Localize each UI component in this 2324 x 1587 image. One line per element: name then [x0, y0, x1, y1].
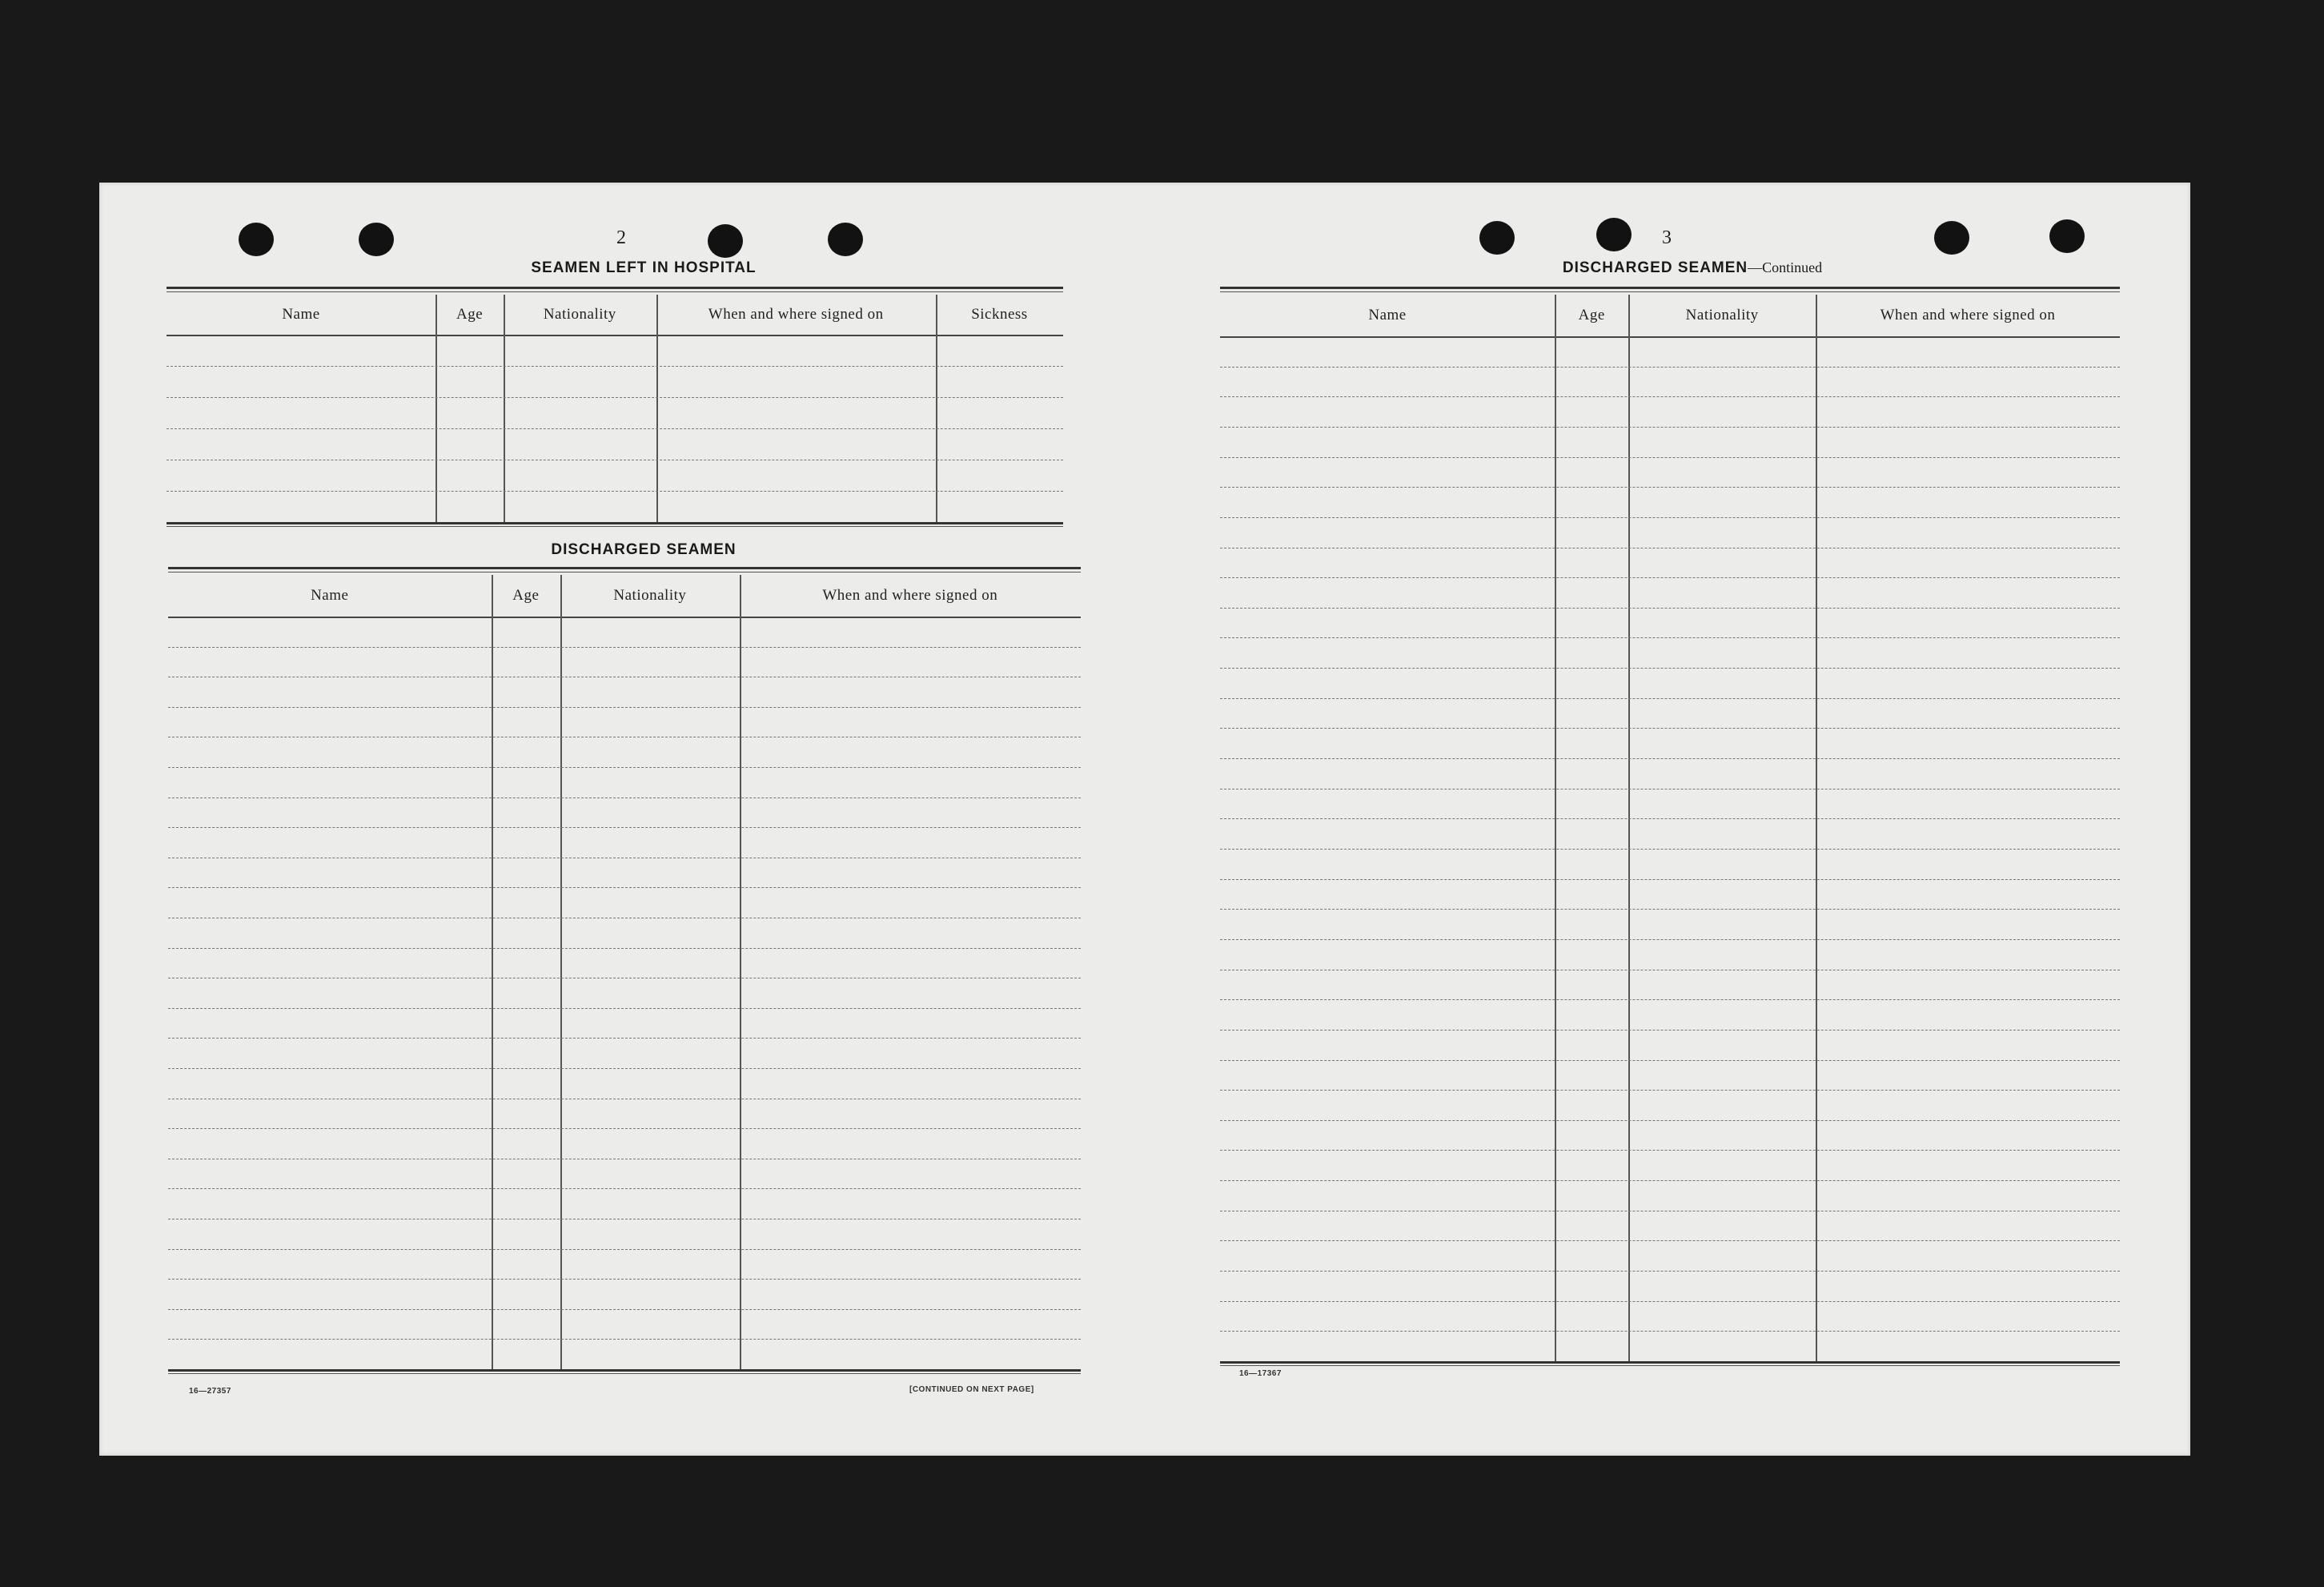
- table-row: [168, 1279, 1081, 1280]
- punch-hole: [1934, 221, 1969, 255]
- table-row: [1220, 1060, 2120, 1061]
- table-header-underline: [168, 617, 1081, 618]
- table-row: [1220, 668, 2120, 669]
- column-header-nationality: Nationality: [613, 587, 687, 604]
- right-form-number: 16—17367: [1239, 1369, 1282, 1378]
- table-row: [168, 647, 1081, 648]
- table-row: [168, 1249, 1081, 1250]
- table-row: [168, 1339, 1081, 1340]
- table-row: [1220, 698, 2120, 699]
- table-bottom-rule: [1220, 1361, 2120, 1364]
- discharged-continued-title: [1492, 259, 1893, 277]
- table-bottom-rule: [167, 522, 1063, 524]
- column-header-age: Age: [456, 306, 484, 323]
- punch-hole: [359, 223, 394, 256]
- table-row: [168, 767, 1081, 768]
- column-separator: [1816, 295, 1817, 1361]
- table-row: [168, 948, 1081, 949]
- table-row: [1220, 487, 2120, 488]
- left-page-number: 2: [616, 227, 626, 248]
- table-row: [1220, 999, 2120, 1000]
- table-row: [1220, 1301, 2120, 1302]
- table-top-rule: [167, 287, 1063, 289]
- column-separator: [435, 295, 437, 522]
- table-row: [168, 1309, 1081, 1310]
- column-separator: [492, 575, 493, 1369]
- table-top-rule: [168, 567, 1081, 569]
- hospital-section-title: SEAMEN LEFT IN HOSPITAL: [531, 259, 757, 276]
- column-header-name: Name: [282, 306, 320, 323]
- punch-hole: [1596, 218, 1632, 251]
- column-header-age: Age: [1578, 307, 1605, 323]
- table-row: [1220, 758, 2120, 759]
- table-row: [1220, 517, 2120, 518]
- table-row: [1220, 909, 2120, 910]
- table-row: [1220, 879, 2120, 880]
- table-bottom-rule-thin: [1220, 1365, 2120, 1366]
- discharged-table: [168, 567, 1081, 1374]
- document-sheet: [99, 183, 2190, 1456]
- table-header-underline: [1220, 336, 2120, 338]
- table-row: [168, 1188, 1081, 1189]
- column-header-nationality: Nationality: [543, 306, 616, 323]
- punch-hole: [239, 223, 274, 256]
- table-row: [1220, 1120, 2120, 1121]
- table-row: [168, 827, 1081, 828]
- table-row: [167, 491, 1063, 492]
- table-top-rule-thin: [1220, 291, 2120, 292]
- column-separator: [1555, 295, 1556, 1361]
- table-row: [1220, 728, 2120, 729]
- punch-hole: [2049, 219, 2085, 253]
- column-separator: [740, 575, 741, 1369]
- table-row: [1220, 1240, 2120, 1241]
- table-row: [1220, 849, 2120, 850]
- column-header-name: Name: [311, 587, 349, 604]
- column-separator: [936, 295, 937, 522]
- table-row: [1220, 577, 2120, 578]
- table-row: [168, 1128, 1081, 1129]
- column-header-name: Name: [1368, 307, 1407, 323]
- punch-hole: [708, 224, 743, 258]
- column-separator: [656, 295, 658, 522]
- hospital-table: [167, 287, 1063, 527]
- column-separator: [504, 295, 505, 522]
- table-row: [1220, 1090, 2120, 1091]
- punch-hole: [1479, 221, 1515, 255]
- column-header-when-and-where-signed-on: When and where signed on: [708, 306, 884, 323]
- column-separator: [560, 575, 562, 1369]
- table-row: [1220, 427, 2120, 428]
- table-row: [1220, 637, 2120, 638]
- discharged-continued-table: [1220, 287, 2120, 1366]
- column-header-when-and-where-signed-on: When and where signed on: [1880, 307, 2056, 323]
- table-row: [1220, 818, 2120, 819]
- table-top-rule: [1220, 287, 2120, 289]
- table-header-row: [167, 295, 1063, 335]
- table-row: [168, 887, 1081, 888]
- column-header-nationality: Nationality: [1685, 307, 1759, 323]
- table-top-rule-thin: [168, 572, 1081, 573]
- table-row: [1220, 1331, 2120, 1332]
- column-header-age: Age: [512, 587, 540, 604]
- table-row: [1220, 608, 2120, 609]
- table-row: [1220, 1271, 2120, 1272]
- table-row: [168, 707, 1081, 708]
- discharged-section-title: DISCHARGED SEAMEN: [551, 541, 737, 558]
- table-top-rule-thin: [167, 291, 1063, 292]
- table-row: [1220, 1150, 2120, 1151]
- punch-hole: [828, 223, 863, 256]
- continued-note: [CONTINUED ON NEXT PAGE]: [909, 1385, 1034, 1394]
- table-row: [167, 397, 1063, 398]
- right-page-number: 3: [1662, 227, 1672, 248]
- table-row: [167, 366, 1063, 367]
- discharged-continued-title-suffix: —Continued: [1748, 259, 1823, 275]
- table-row: [1220, 939, 2120, 940]
- table-row: [168, 1008, 1081, 1009]
- table-row: [1220, 1180, 2120, 1181]
- table-bottom-rule: [168, 1369, 1081, 1372]
- column-header-when-and-where-signed-on: When and where signed on: [822, 587, 998, 604]
- table-row: [1220, 396, 2120, 397]
- discharged-continued-title-main: DISCHARGED SEAMEN: [1562, 259, 1748, 276]
- column-separator: [1628, 295, 1630, 1361]
- table-row: [1220, 367, 2120, 368]
- left-form-number: 16—27357: [189, 1387, 231, 1396]
- column-header-sickness: Sickness: [971, 306, 1028, 323]
- table-header-row: [168, 575, 1081, 617]
- table-header-row: [1220, 295, 2120, 336]
- table-bottom-rule-thin: [168, 1373, 1081, 1374]
- table-row: [1220, 1030, 2120, 1031]
- table-header-underline: [167, 335, 1063, 336]
- table-row: [1220, 457, 2120, 458]
- table-row: [168, 1038, 1081, 1039]
- table-bottom-rule-thin: [167, 526, 1063, 527]
- table-row: [168, 1068, 1081, 1069]
- table-row: [167, 428, 1063, 429]
